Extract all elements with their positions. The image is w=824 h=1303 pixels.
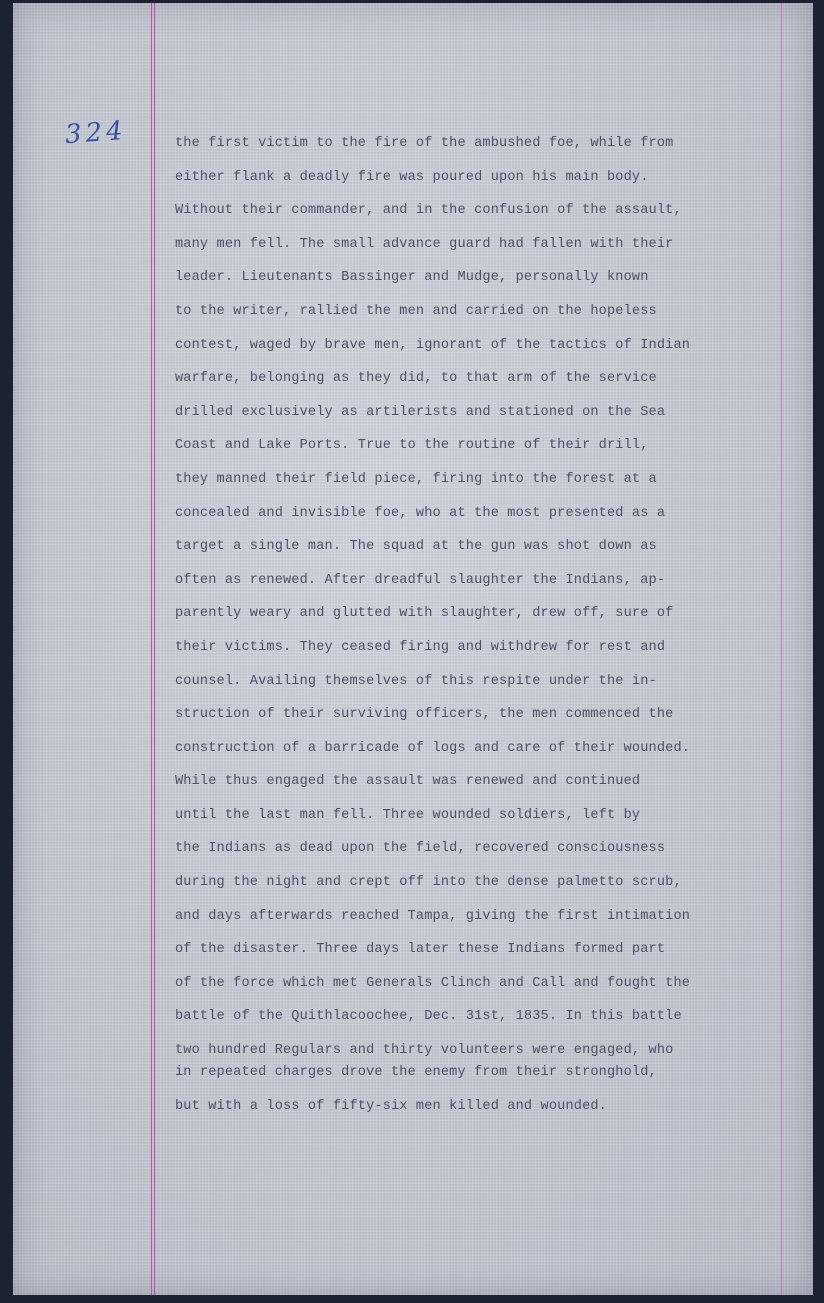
text-line: battle of the Quithlacoochee, Dec. 31st, 1835. In this battle — [175, 1009, 682, 1025]
text-line: counsel. Availing themselves of this respite under the in- — [175, 673, 657, 689]
text-line: the Indians as dead upon the field, recovered consciousness — [175, 841, 666, 857]
left-margin-rule-inner — [154, 3, 155, 1295]
text-line: construction of a barricade of logs and care of their wounded. — [175, 740, 691, 756]
text-line: target a single man. The squad at the gun was shot down as — [175, 539, 657, 555]
handwritten-page-number: 324 — [64, 115, 128, 151]
left-margin-rule — [151, 3, 152, 1295]
text-line: warfare, belonging as they did, to that arm of the service — [175, 371, 657, 387]
text-line: of the force which met Generals Clinch and Call and fought the — [175, 975, 691, 991]
text-line: to the writer, rallied the men and carried on the hopeless — [175, 303, 657, 319]
text-line: the first victim to the fire of the ambushed foe, while from — [175, 136, 674, 151]
text-line: concealed and invisible foe, who at the most presented as a — [175, 505, 666, 521]
text-line: While thus engaged the assault was renewed and continued — [175, 774, 641, 790]
text-line: Coast and Lake Ports. True to the routine of their drill, — [175, 438, 649, 454]
text-line: during the night and crept off into the dense palmetto scrub, — [175, 875, 682, 891]
text-line: they manned their field piece, firing into the forest at a — [175, 471, 657, 487]
text-line: parently weary and glutted with slaughter, drew off, sure of — [175, 606, 674, 622]
text-line: in repeated charges drove the enemy from their stronghold, — [175, 1065, 657, 1081]
text-line: but with a loss of fifty-six men killed and wounded. — [175, 1098, 607, 1114]
text-line: of the disaster. Three days later these Indians formed part — [175, 942, 666, 958]
text-line: often as renewed. After dreadful slaughter the Indians, ap- — [175, 572, 666, 588]
text-line: drilled exclusively as artilerists and stationed on the Sea — [175, 404, 666, 420]
text-line: and days afterwards reached Tampa, giving the first intimation — [175, 908, 691, 924]
text-line: many men fell. The small advance guard had fallen with their — [175, 236, 674, 252]
text-line: until the last man fell. Three wounded soldiers, left by — [175, 807, 641, 823]
text-line: contest, waged by brave men, ignorant of the tactics of Indian — [175, 337, 691, 353]
text-line: Without their commander, and in the confusion of the assault, — [175, 203, 682, 219]
text-line: struction of their surviving officers, the men commenced the — [175, 707, 674, 723]
typed-text-body — [175, 133, 805, 1129]
text-line: leader. Lieutenants Bassinger and Mudge, personally known — [175, 270, 649, 286]
text-line: either flank a deadly fire was poured upon his main body. — [175, 169, 649, 185]
text-line: their victims. They ceased firing and withdrew for rest and — [175, 639, 666, 655]
text-line: two hundred Regulars and thirty volunteers were engaged, who — [175, 1043, 674, 1059]
